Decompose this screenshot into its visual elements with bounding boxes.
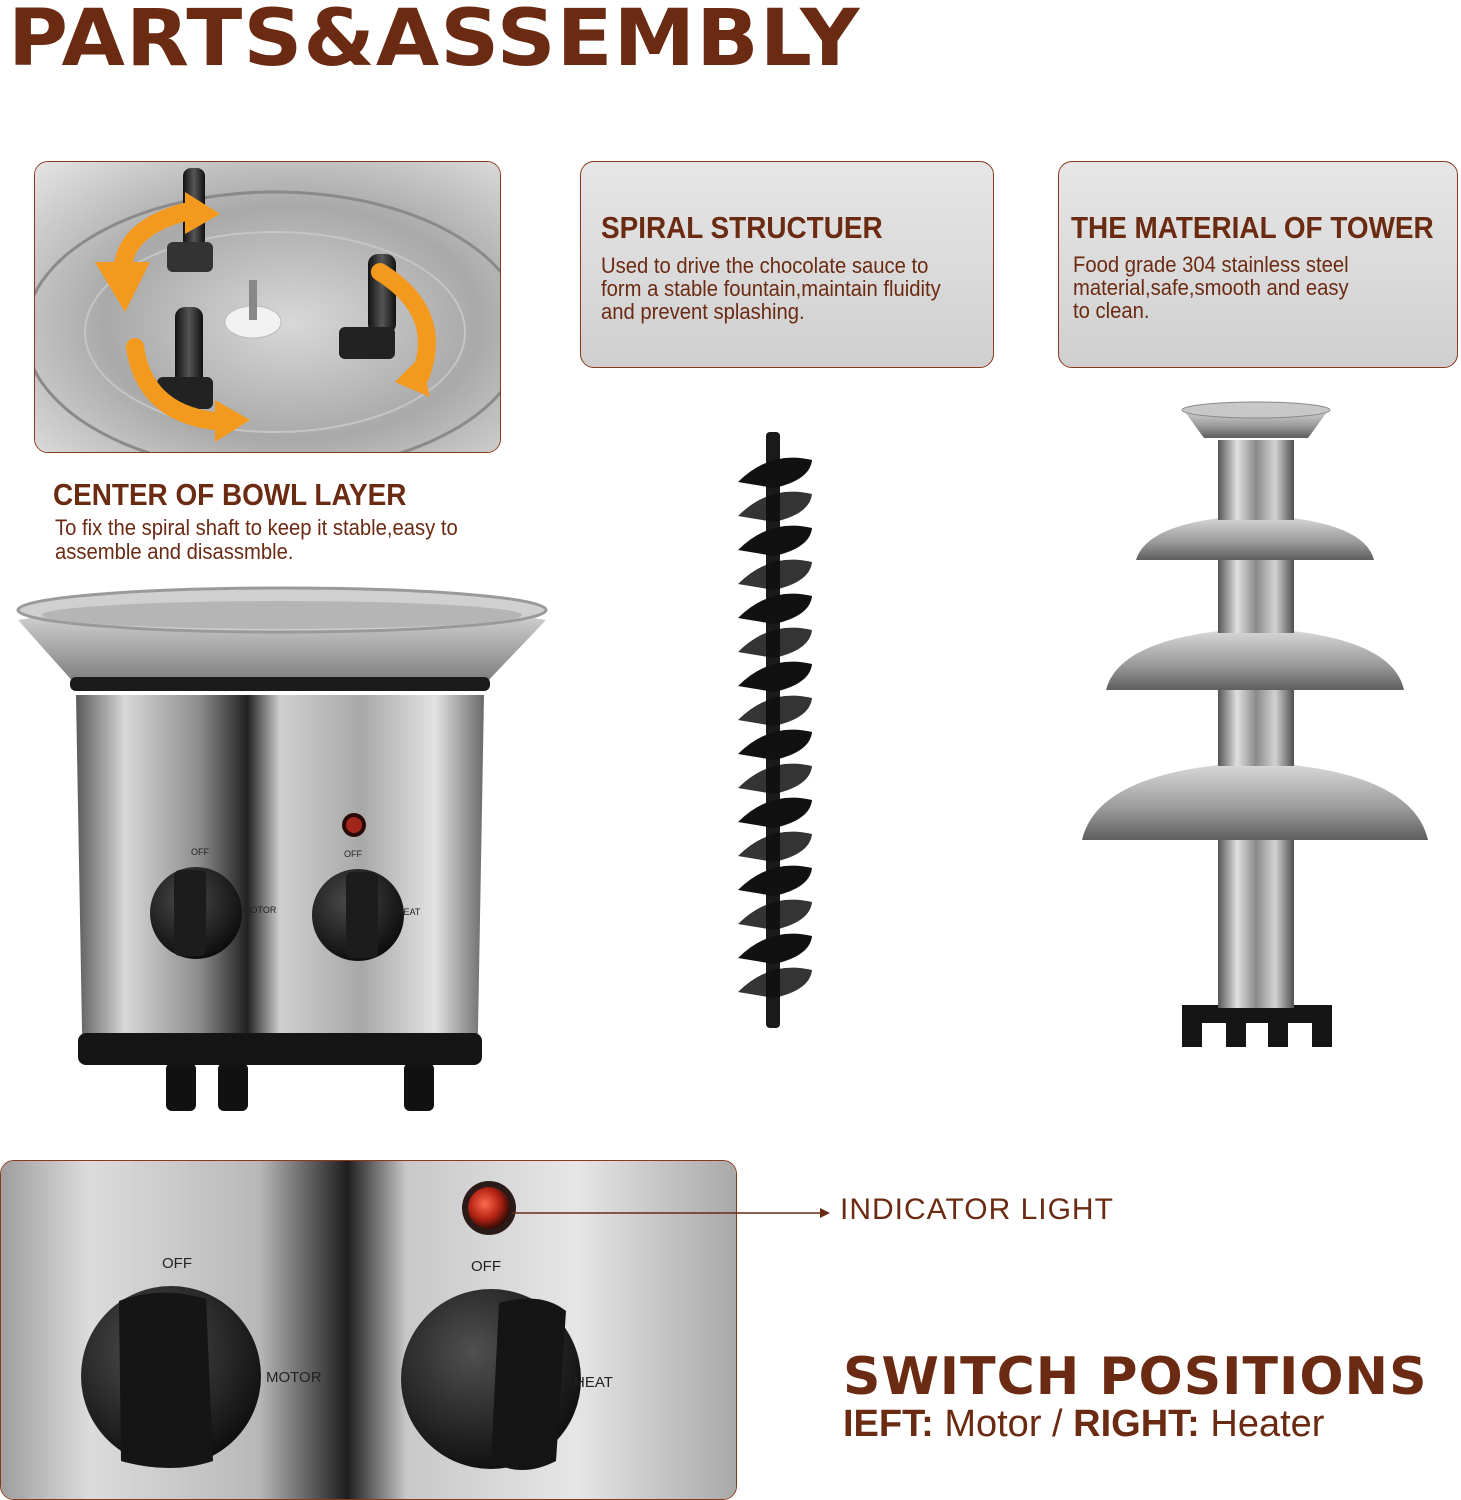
closeup-left-name-label: MOTOR [266, 1369, 322, 1386]
tower-illustration [1078, 400, 1432, 1050]
base-right-off-label: OFF [344, 849, 362, 859]
tower-line3: to clean. [1073, 298, 1150, 323]
spiral-card [580, 161, 994, 368]
switch-heading: SWITCH POSITIONS [843, 1347, 1428, 1407]
bowl-heading: CENTER OF BOWL LAYER [53, 477, 407, 512]
spiral-line2: form a stable fountain,maintain fluidity [601, 276, 941, 301]
switch-left-key: IEFT: [843, 1403, 934, 1445]
spiral-illustration [730, 430, 820, 1030]
base-unit-illustration [14, 585, 550, 1115]
tower-card [1058, 161, 1458, 368]
bowl-center-photo [34, 161, 501, 453]
switch-right-key: RIGHT: [1073, 1403, 1200, 1445]
closeup-right-name-label: HEAT [574, 1374, 613, 1391]
base-right-name-label: HEAT [397, 907, 421, 917]
switch-right-value: Heater [1199, 1403, 1325, 1445]
indicator-arrow-icon [512, 1203, 832, 1223]
base-unit-image [14, 585, 550, 1115]
spiral-line3: and prevent splashing. [601, 299, 805, 324]
base-left-off-label: OFF [191, 847, 209, 857]
bowl-text-line1: To fix the spiral shaft to keep it stable,easy to [55, 515, 458, 540]
spiral-line1: Used to drive the chocolate sauce to [601, 253, 929, 278]
closeup-right-off-label: OFF [471, 1258, 501, 1275]
spiral-image [730, 430, 820, 1030]
switch-subline [843, 1403, 1324, 1446]
bowl-center-illustration [35, 162, 501, 453]
spiral-heading: SPIRAL STRUCTUER [601, 210, 883, 245]
closeup-left-off-label: OFF [162, 1255, 192, 1272]
base-left-name-label: MOTOR [243, 905, 277, 915]
tower-line2: material,safe,smooth and easy [1073, 275, 1349, 300]
tower-line1: Food grade 304 stainless steel [1073, 252, 1349, 277]
switch-left-value: Motor [933, 1403, 1053, 1445]
switch-separator: / [1052, 1403, 1074, 1445]
indicator-label: INDICATOR LIGHT [840, 1193, 1114, 1226]
bowl-text-line2: assemble and disassmble. [55, 539, 294, 564]
tower-heading: THE MATERIAL OF TOWER [1071, 210, 1434, 245]
tower-image [1078, 400, 1432, 1050]
page-title: PARTS&ASSEMBLY [8, 0, 861, 84]
